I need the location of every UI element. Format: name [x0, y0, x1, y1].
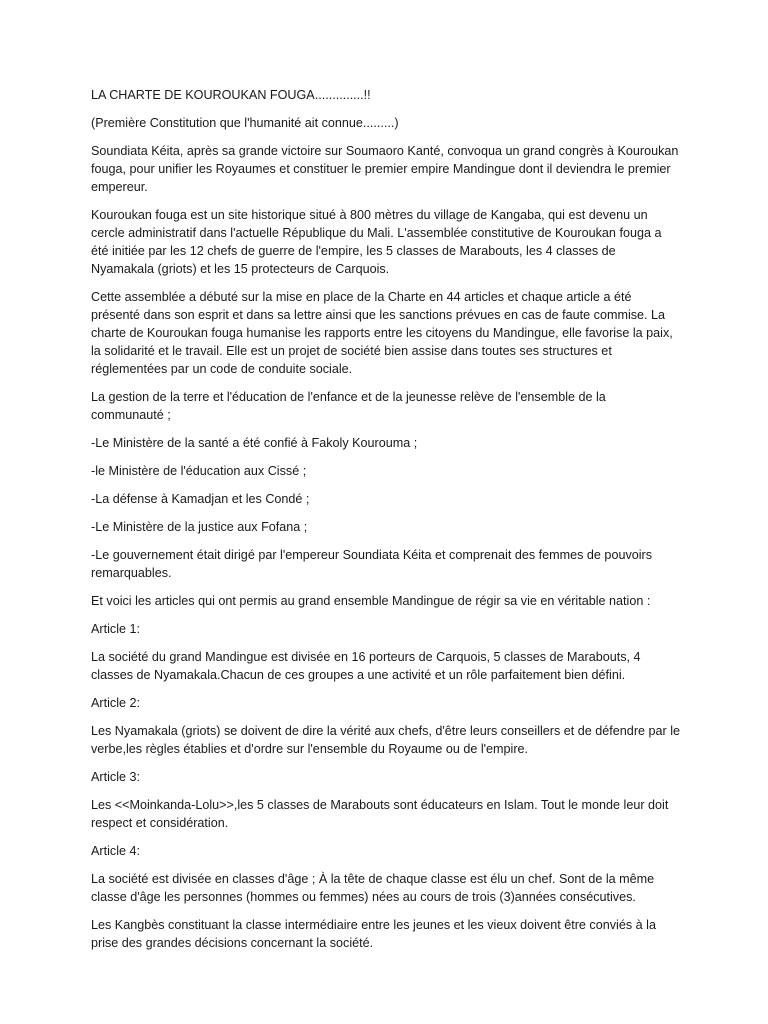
document-title: LA CHARTE DE KOUROUKAN FOUGA..............!!	[91, 88, 371, 102]
list-item-defense: -La défense à Kamadjan et les Condé ;	[91, 492, 310, 506]
list-item-justice: -Le Ministère de la justice aux Fofana ;	[91, 520, 308, 534]
list-item-health: -Le Ministère de la santé a été confié à Fakoly Kourouma ;	[91, 436, 418, 450]
paragraph-assembly: Cette assemblée a débuté sur la mise en place de la Charte en 44 articles et chaque article a été présenté dans son esprit et dans sa lettre ainsi que les sanctions prévues en cas de faute commise. La charte de Kouroukan fouga humanise les rapports entre les citoyens du Mandingue, elle favorise la paix, la solidarité et le travail. Elle est un projet de société bien assise dans toutes ses structures et réglementées par un code de conduite sociale.	[91, 290, 673, 376]
article-3-text: Les <<Moinkanda-Lolu>>,les 5 classes de Marabouts sont éducateurs en Islam. Tout le monde leur doit respect et considération.	[91, 798, 669, 830]
document-subtitle: (Première Constitution que l'humanité ait connue.........)	[91, 116, 399, 130]
article-4-heading: Article 4:	[91, 844, 140, 858]
article-4-text: La société est divisée en classes d'âge ; À la tête de chaque classe est élu un chef. Sont de la même classe d'âge les personnes (hommes ou femmes) nées au cours de trois (3)années consécutives.	[91, 872, 655, 904]
paragraph-land-management: La gestion de la terre et l'éducation de l'enfance et de la jeunesse relève de l'ensemble de la communauté ;	[91, 390, 606, 422]
article-1-text: La société du grand Mandingue est divisée en 16 porteurs de Carquois, 5 classes de Marabouts, 4 classes de Nyamakala.Chacun de ces groupes a une activité et un rôle parfaitement bien défini.	[91, 650, 641, 682]
list-item-education: -le Ministère de l'éducation aux Cissé ;	[91, 464, 307, 478]
article-3-heading: Article 3:	[91, 770, 140, 784]
paragraph-articles-intro: Et voici les articles qui ont permis au grand ensemble Mandingue de régir sa vie en véritable nation :	[91, 594, 651, 608]
paragraph-intro: Soundiata Kéita, après sa grande victoire sur Soumaoro Kanté, convoqua un grand congrès à Kouroukan fouga, pour unifier les Royaumes et constituer le premier empire Mandingue dont il deviendra le premier empereur.	[91, 144, 679, 194]
article-4-text-kangbes: Les Kangbès constituant la classe intermédiaire entre les jeunes et les vieux doivent être conviés à la prise des grandes décisions concernant la société.	[91, 918, 656, 950]
article-2-heading: Article 2:	[91, 696, 140, 710]
document-body	[91, 86, 681, 962]
list-item-government: -Le gouvernement était dirigé par l'empereur Soundiata Kéita et comprenait des femmes de pouvoirs remarquables.	[91, 548, 653, 580]
paragraph-site: Kouroukan fouga est un site historique situé à 800 mètres du village de Kangaba, qui est devenu un cercle administratif dans l'actuelle République du Mali. L'assemblée constitutive de Kouroukan fouga a été initiée par les 12 chefs de guerre de l'empire, les 5 classes de Marabouts, les 4 classes de Nyamakala (griots) et les 15 protecteurs de Carquois.	[91, 208, 662, 276]
article-2-text: Les Nyamakala (griots) se doivent de dire la vérité aux chefs, d'être leurs conseillers et de défendre par le verbe,les règles établies et d'ordre sur l'ensemble du Royaume ou de l'empire.	[91, 724, 681, 756]
article-1-heading: Article 1:	[91, 622, 140, 636]
